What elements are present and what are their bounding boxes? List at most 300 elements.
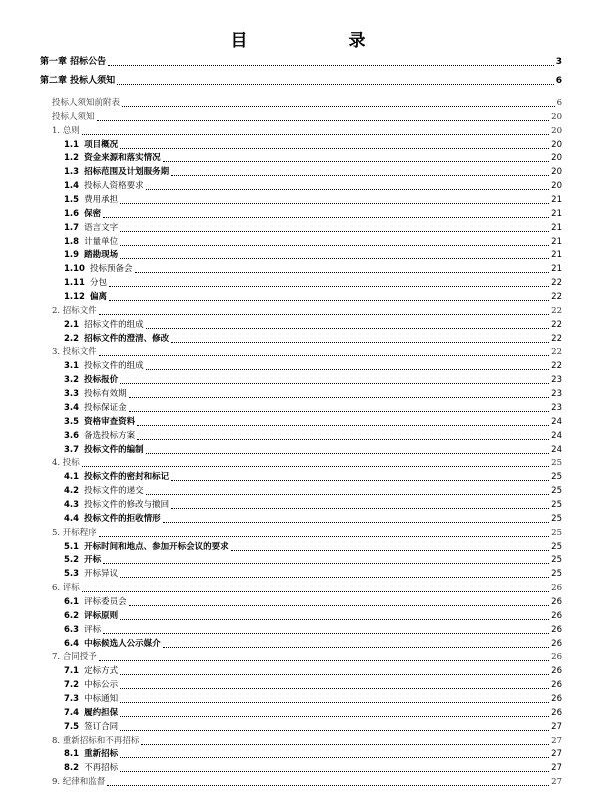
toc-entry[interactable] [64, 638, 562, 650]
toc-page-number: 21 [551, 250, 562, 261]
toc-entry-number: 3.3 [64, 389, 80, 400]
toc-dot-leader [99, 355, 549, 356]
toc-entry[interactable] [64, 679, 562, 691]
toc-entry-text: 语言文字 [84, 222, 119, 233]
toc-dot-leader [120, 674, 549, 675]
toc-dot-leader [171, 480, 549, 481]
toc-page-number: 23 [551, 389, 562, 400]
toc-dot-leader [120, 245, 549, 246]
toc-entry[interactable] [64, 541, 562, 553]
toc-entry-label [40, 56, 106, 68]
toc-dot-leader [163, 161, 550, 162]
toc-dot-leader [135, 272, 550, 273]
toc-entry-number: 4.3 [64, 499, 80, 510]
toc-dot-leader [109, 286, 549, 287]
toc-entry-number: 3.4 [64, 402, 80, 413]
toc-page-number: 23 [551, 402, 562, 413]
toc-entry-text: 签订合同 [84, 721, 119, 732]
toc-entry[interactable] [64, 319, 562, 331]
toc-dot-leader [120, 771, 549, 772]
toc-entry-text: 投标预备会 [89, 264, 133, 275]
toc-entry[interactable] [64, 485, 562, 497]
toc-entry[interactable] [64, 222, 562, 234]
toc-entry-number: 4.1 [64, 472, 80, 483]
toc-entry-text: 投标人须知 [52, 111, 95, 122]
toc-entry[interactable] [64, 721, 562, 733]
toc-entry-text: 9. 纪律和监督 [52, 777, 106, 788]
toc-page-number: 25 [551, 569, 562, 580]
toc-dot-leader [117, 84, 554, 85]
toc-entry-number: 7.5 [64, 721, 80, 732]
toc-entry[interactable] [64, 236, 562, 248]
toc-page-number: 21 [551, 264, 562, 275]
toc-dot-leader [171, 508, 549, 509]
toc-entry-text: 5. 开标程序 [52, 527, 97, 538]
toc-page-number: 27 [551, 735, 562, 746]
toc-page-number: 22 [551, 361, 562, 372]
toc-entry[interactable] [64, 430, 562, 442]
toc-dot-leader [109, 300, 549, 301]
toc-entry-label [64, 319, 144, 331]
toc-entry-label [64, 291, 107, 303]
toc-entry[interactable] [64, 471, 562, 483]
toc-entry-number: 3.7 [64, 444, 80, 455]
toc-entry-number: 6.2 [64, 610, 80, 621]
toc-entry-text: 开标异议 [84, 569, 119, 580]
toc-dot-leader [82, 591, 549, 592]
toc-dot-leader [129, 397, 550, 398]
toc-entry-text: 评标委员会 [84, 596, 127, 607]
toc-entry[interactable] [52, 346, 562, 358]
toc-entry-text: 履约担保 [84, 707, 119, 718]
toc-entry-label [52, 111, 95, 123]
toc-page-number: 26 [551, 624, 562, 635]
toc-entry-text: 投标人资格要求 [84, 181, 144, 192]
toc-entry[interactable] [40, 56, 562, 68]
toc-dot-leader [146, 453, 550, 454]
toc-entry-text: 保密 [84, 208, 102, 219]
toc-entry-label [64, 485, 144, 497]
toc-entry-text: 投标文件的修改与撤回 [84, 499, 170, 510]
toc-entry-number: 1.5 [64, 195, 80, 206]
toc-entry[interactable] [52, 651, 562, 663]
toc-entry-number: 3.6 [64, 430, 80, 441]
toc-page-number: 26 [551, 666, 562, 677]
toc-entry[interactable] [64, 208, 562, 220]
toc-entry-text: 投标文件的拒收情形 [84, 513, 161, 524]
toc-page-number: 21 [551, 195, 562, 206]
toc-dot-leader [146, 494, 550, 495]
toc-entry-number: 2.1 [64, 319, 80, 330]
toc-entry-label [64, 388, 127, 400]
toc-entry-text: 招标文件的组成 [84, 319, 144, 330]
toc-dot-leader [103, 217, 549, 218]
toc-dot-leader [163, 647, 550, 648]
toc-dot-leader [129, 411, 550, 412]
toc-entry-text: 分包 [89, 278, 107, 289]
toc-entry-label [64, 333, 169, 345]
toc-entry-number: 1.10 [64, 264, 85, 275]
toc-entry[interactable] [64, 152, 562, 164]
toc-entry-label [64, 568, 118, 580]
toc-page-number: 24 [551, 416, 562, 427]
toc-entry-number: 6.3 [64, 624, 80, 635]
toc-entry-number: 5.1 [64, 541, 80, 552]
toc-entry-label [64, 374, 118, 386]
toc-entry-number: 3.5 [64, 416, 80, 427]
toc-page-number: 25 [551, 486, 562, 497]
toc-entry-label [64, 416, 135, 428]
toc-entry[interactable] [64, 277, 562, 289]
toc-page-number: 26 [551, 583, 562, 594]
toc-page-number: 26 [551, 638, 562, 649]
toc-entry-number: 1.9 [64, 250, 80, 261]
toc-entry-text: 偏离 [89, 292, 107, 303]
toc-dot-leader [146, 369, 550, 370]
toc-dot-leader [120, 148, 549, 149]
toc-entry-label [64, 402, 127, 414]
toc-entry-label [64, 541, 229, 553]
toc-page-number: 20 [551, 153, 562, 164]
toc-entry-label [64, 513, 161, 525]
toc-entry-number: 8.1 [64, 749, 80, 760]
toc-page-number: 27 [551, 721, 562, 732]
toc-page-number: 22 [551, 319, 562, 330]
toc-entry[interactable] [64, 762, 562, 774]
toc-entry-text: 第二章 投标人须知 [40, 76, 116, 86]
toc-page-number: 24 [551, 444, 562, 455]
toc-entry[interactable] [64, 513, 562, 525]
toc-entry-label [64, 471, 169, 483]
toc-entry-text: 招标范围及计划服务期 [84, 167, 170, 178]
toc-dot-leader [103, 563, 549, 564]
toc-entry[interactable] [64, 263, 562, 275]
toc-page-number: 22 [551, 347, 562, 358]
toc-entry-label [64, 180, 144, 192]
toc-entry-number: 1.2 [64, 153, 80, 164]
toc-entry[interactable] [52, 582, 562, 594]
toc-entry-label [40, 75, 115, 87]
toc-entry-text: 开标 [84, 555, 102, 566]
toc-title: 目 录 [230, 31, 408, 51]
toc-entry-text: 投标报价 [84, 375, 119, 386]
toc-entry-number: 1.8 [64, 236, 80, 247]
toc-entry-label [52, 346, 97, 358]
toc-entry-text: 计量单位 [84, 236, 119, 247]
toc-entry[interactable] [64, 139, 562, 151]
toc-entry[interactable] [52, 457, 562, 469]
toc-page-number: 26 [551, 596, 562, 607]
toc-entry-number: 1.11 [64, 278, 85, 289]
toc-dot-leader [99, 536, 549, 537]
toc-entry-text: 1. 总则 [52, 125, 80, 136]
toc-entry[interactable] [64, 333, 562, 345]
toc-entry-number: 6.1 [64, 596, 80, 607]
toc-dot-leader [120, 702, 549, 703]
toc-entry-label [64, 610, 118, 622]
toc-entry-number: 7.3 [64, 693, 80, 704]
toc-entry-text: 中标公示 [84, 680, 119, 691]
toc-entry-label [64, 360, 144, 372]
toc-entry-label [64, 679, 118, 691]
toc-entry[interactable] [64, 748, 562, 760]
toc-entry-label [64, 139, 118, 151]
toc-page-number: 27 [551, 763, 562, 774]
toc-entry[interactable] [64, 610, 562, 622]
toc-page-number: 24 [551, 430, 562, 441]
toc-entry[interactable] [64, 444, 562, 456]
toc-entry-number: 1.7 [64, 222, 80, 233]
toc-entry-text: 3. 投标文件 [52, 347, 97, 358]
toc-entry[interactable] [64, 180, 562, 192]
toc-entry[interactable] [64, 554, 562, 566]
toc-entry-number: 5.3 [64, 569, 80, 580]
toc-dot-leader [120, 258, 549, 259]
toc-dot-leader [141, 744, 549, 745]
toc-entry-number: 3.1 [64, 361, 80, 372]
toc-entry-label [64, 638, 161, 650]
toc-entry-label [52, 97, 120, 109]
toc-entry-number: 1.6 [64, 208, 80, 219]
toc-entry[interactable] [52, 111, 562, 123]
toc-entry[interactable] [52, 305, 562, 317]
toc-page-number: 25 [551, 527, 562, 538]
toc-entry-label [52, 125, 80, 137]
toc-entry-label [52, 457, 80, 469]
toc-page-number: 26 [551, 610, 562, 621]
toc-dot-leader [99, 314, 549, 315]
toc-entry-label [64, 152, 161, 164]
toc-entry[interactable] [52, 527, 562, 539]
toc-entry[interactable] [64, 416, 562, 428]
toc-entry-number: 1.12 [64, 292, 85, 303]
toc-dot-leader [120, 716, 549, 717]
toc-dot-leader [120, 757, 549, 758]
toc-page-number: 21 [551, 208, 562, 219]
toc-entry-text: 踏勘现场 [84, 250, 119, 261]
toc-page-number: 25 [551, 513, 562, 524]
toc-page-number: 22 [551, 305, 562, 316]
toc-entry-label [64, 748, 118, 760]
toc-page-number: 20 [551, 125, 562, 136]
toc-entry-text: 投标保证金 [84, 402, 127, 413]
toc-page-number: 22 [551, 292, 562, 303]
toc-entry[interactable] [64, 402, 562, 414]
toc-entry-number: 1.1 [64, 139, 80, 150]
toc-dot-leader [120, 203, 549, 204]
toc-dot-leader [97, 120, 550, 121]
toc-entry-number: 7.4 [64, 707, 80, 718]
toc-entry[interactable] [52, 735, 562, 747]
toc-entry-text: 中标候选人公示媒介 [84, 638, 161, 649]
toc-entry[interactable] [64, 665, 562, 677]
toc-entry-label [64, 277, 107, 289]
toc-entry-text: 投标文件的密封和标记 [84, 472, 170, 483]
toc-entry[interactable] [64, 166, 562, 178]
toc-entry-number: 7.1 [64, 666, 80, 677]
toc-entry[interactable] [52, 97, 562, 109]
toc-entry-text: 7. 合同授予 [52, 652, 97, 663]
toc-entry-label [64, 762, 118, 774]
toc-entry-label [52, 582, 80, 594]
toc-page-number: 20 [551, 139, 562, 150]
toc-entry-text: 投标文件的递交 [84, 486, 144, 497]
toc-entry-text: 开标时间和地点、参加开标会议的要求 [84, 541, 229, 552]
toc-entry-label [64, 194, 118, 206]
toc-entry-label [64, 665, 118, 677]
toc-dot-leader [129, 605, 550, 606]
toc-entry[interactable] [64, 596, 562, 608]
toc-dot-leader [137, 439, 549, 440]
toc-dot-leader [122, 106, 555, 107]
toc-entry-number: 5.2 [64, 555, 80, 566]
toc-entry-label [64, 444, 144, 456]
toc-entry-label [64, 624, 101, 636]
toc-entry[interactable] [64, 194, 562, 206]
toc-entry[interactable] [64, 291, 562, 303]
toc-page-number: 22 [551, 333, 562, 344]
toc-entry-text: 6. 评标 [52, 583, 80, 594]
toc-entry-text: 2. 招标文件 [52, 305, 97, 316]
toc-entry[interactable] [64, 360, 562, 372]
toc-page-number: 21 [551, 236, 562, 247]
toc-page-number: 25 [551, 499, 562, 510]
toc-page-number: 25 [551, 555, 562, 566]
toc-entry-text: 项目概况 [84, 139, 119, 150]
toc-entry-number: 4.2 [64, 486, 80, 497]
toc-page-number: 26 [551, 693, 562, 704]
toc-entry-number: 7.2 [64, 680, 80, 691]
toc-entry[interactable] [52, 125, 562, 137]
toc-entry-label [52, 776, 105, 788]
toc-entry-label [64, 222, 118, 234]
toc-entry-number: 8.2 [64, 763, 80, 774]
toc-entry-text: 定标方式 [84, 666, 119, 677]
toc-dot-leader [120, 577, 549, 578]
toc-entry-text: 重新招标 [84, 749, 119, 760]
toc-entry-label [52, 305, 97, 317]
toc-dot-leader [120, 730, 549, 731]
toc-entry-label [52, 735, 139, 747]
toc-dot-leader [120, 383, 549, 384]
toc-entry-label [64, 208, 101, 220]
toc-entry-text: 投标人须知前附表 [52, 98, 121, 108]
toc-entry[interactable] [64, 568, 562, 580]
toc-entry[interactable] [64, 707, 562, 719]
toc-dot-leader [146, 328, 550, 329]
toc-entry-label [64, 430, 135, 442]
toc-entry-text: 资格审查资料 [84, 416, 136, 427]
toc-entry[interactable] [64, 374, 562, 386]
toc-entry-text: 投标文件的编制 [84, 444, 144, 455]
toc-entry-label [64, 249, 118, 261]
toc-entry-number: 1.4 [64, 181, 80, 192]
toc-page-number: 22 [551, 278, 562, 289]
toc-page-number: 27 [551, 777, 562, 788]
toc-dot-leader [99, 660, 549, 661]
toc-entry-number: 4.4 [64, 513, 80, 524]
toc-entry-text: 中标通知 [84, 693, 119, 704]
toc-entry-label [64, 166, 169, 178]
toc-entry-label [64, 236, 118, 248]
toc-page-number: 25 [551, 541, 562, 552]
toc-dot-leader [120, 231, 549, 232]
toc-dot-leader [171, 175, 549, 176]
toc-page-number: 23 [551, 375, 562, 386]
toc-page-number: 27 [551, 749, 562, 760]
toc-dot-leader [107, 785, 549, 786]
toc-entry-text: 第一章 招标公告 [40, 57, 107, 67]
toc-entry-text: 备选投标方案 [84, 430, 136, 441]
toc-entry[interactable] [40, 75, 562, 87]
toc-entry-label [64, 721, 118, 733]
toc-entry[interactable] [64, 499, 562, 511]
toc-page-number: 3 [555, 57, 562, 67]
toc-page-number: 25 [551, 472, 562, 483]
toc-dot-leader [146, 189, 550, 190]
toc-dot-leader [120, 619, 549, 620]
toc-page-number: 25 [551, 458, 562, 469]
toc-page-number: 26 [551, 707, 562, 718]
toc-entry-number: 2.2 [64, 333, 80, 344]
toc-dot-leader [163, 522, 550, 523]
toc-dot-leader [82, 134, 549, 135]
toc-dot-leader [231, 550, 550, 551]
toc-dot-leader [103, 633, 549, 634]
toc-entry-text: 8. 重新招标和不再招标 [52, 735, 140, 746]
toc-entry-number: 3.2 [64, 375, 80, 386]
toc-entry-text: 招标文件的澄清、修改 [84, 333, 170, 344]
toc-entry-text: 投标有效期 [84, 389, 127, 400]
toc-entry-number: 1.3 [64, 167, 80, 178]
toc-entry[interactable] [64, 624, 562, 636]
toc-dot-leader [108, 65, 554, 66]
toc-entry[interactable] [64, 249, 562, 261]
toc-entry[interactable] [64, 388, 562, 400]
toc-page-number: 21 [551, 222, 562, 233]
toc-page-number: 26 [551, 652, 562, 663]
toc-entry-text: 4. 投标 [52, 458, 80, 469]
toc-entry-text: 评标 [84, 624, 102, 635]
toc-entry-label [64, 499, 169, 511]
toc-entry-label [52, 651, 97, 663]
toc-page-number: 6 [555, 76, 562, 86]
toc-dot-leader [137, 425, 549, 426]
toc-entry-label [64, 554, 101, 566]
toc-entry-number: 6.4 [64, 638, 80, 649]
toc-entry[interactable] [64, 693, 562, 705]
toc-entry-label [64, 596, 127, 608]
toc-dot-leader [120, 688, 549, 689]
toc-dot-leader [82, 466, 549, 467]
toc-entry-text: 投标文件的组成 [84, 361, 144, 372]
toc-entry-text: 资金来源和落实情况 [84, 153, 161, 164]
toc-page-number: 26 [551, 680, 562, 691]
toc-entry-label [64, 707, 118, 719]
toc-entry-label [52, 527, 97, 539]
toc-entry-text: 费用承担 [84, 195, 119, 206]
toc-page-number: 20 [551, 181, 562, 192]
toc-page-number: 20 [551, 111, 562, 122]
toc-entry-text: 评标原则 [84, 610, 119, 621]
toc-entry[interactable] [52, 776, 562, 788]
toc-entry-label [64, 693, 118, 705]
toc-page-number: 20 [551, 167, 562, 178]
toc-dot-leader [171, 342, 549, 343]
toc-entry-text: 不再招标 [84, 763, 119, 774]
toc-entry-label [64, 263, 133, 275]
toc-page-number: 6 [556, 98, 562, 108]
